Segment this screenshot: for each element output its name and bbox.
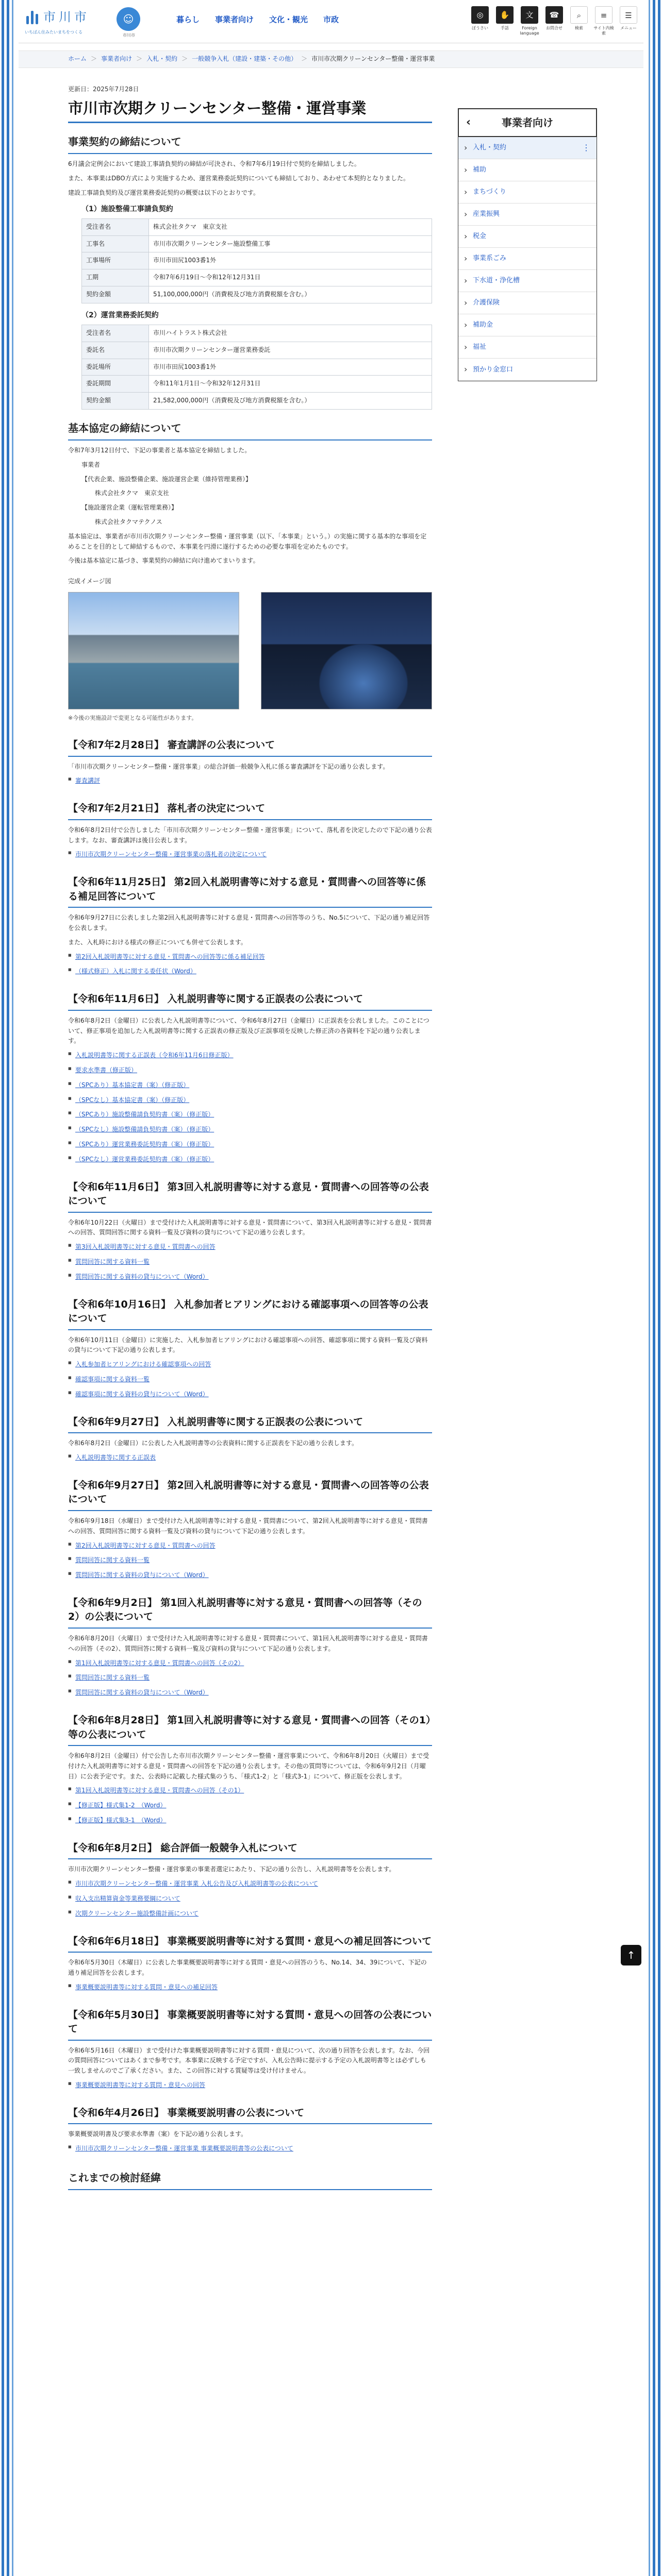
announcement-heading: 【令和6年6月18日】 事業概要説明書等に対する質問・意見への補足回答について [68,1931,432,1953]
paragraph: 令和6年8月2日（金曜日）に公表した入札説明書等について、令和6年8月27日（金曜日）に正誤表を公表しました。このことについて、修正事項を追加した入札説明書等に関する正誤表の修正版及び正誤事項を反映した修正済の各資料を下記の通り公表します。 [68,1016,429,1045]
link-list [68,1453,432,1463]
breadcrumb-separator-icon: ＞ [301,55,308,62]
sidebar-item[interactable]: › 税金 [458,226,597,248]
breadcrumb-separator-icon: ＞ [136,55,143,62]
link-list [68,1786,432,1825]
global-nav-item[interactable]: 暮らし [176,15,200,24]
mascot-caption: 市川市 [123,33,135,38]
list-item [68,1673,432,1683]
menu-icon: ☰ [620,6,637,24]
document-link[interactable]: （SPCあり）施設整備請負契約書（案）（修正版） [75,1111,214,1118]
table-cell: 21,582,000,000円（消費税及び地方消費税額を含む。） [149,393,432,410]
breadcrumb-item[interactable]: 一般競争入札（建設・建築・その他） [192,55,297,62]
link-list [68,1541,432,1581]
document-link[interactable]: 【修正版】様式集3-1 （Word） [75,1817,167,1824]
paragraph: 令和6年9月27日に公表しました第2回入札説明書等に対する意見・質問書への回答等のうち、No.5について、下記の通り補足回答を公表します。 [68,914,430,932]
list-item [68,1879,432,1889]
table-title: （2）運営業務委託契約 [81,311,159,319]
sitemap-icon: ≡ [595,6,613,24]
table-header-cell: 工期 [82,269,149,286]
document-link[interactable]: （SPCあり）運営業務委託契約書（案）（修正版） [75,1140,214,1148]
table-header-cell: 委託場所 [82,359,149,376]
table-cell: 株式会社タクマ 東京支社 [149,218,432,235]
document-link[interactable]: 入札参加者ヒアリングにおける確認事項への回答 [75,1361,211,1368]
sidebar-item[interactable]: › 福祉 [458,336,597,359]
table-row [82,252,432,269]
document-link[interactable]: 審査講評 [75,777,101,785]
table-row [82,359,432,376]
paragraph: 令和6年8月2日（金曜日）に公表した入札説明書等の公表資料に関する正誤表を下記の通り公表します。 [68,1439,358,1447]
document-link[interactable]: 入札説明書等に関する正誤表（令和6年11月6日修正版） [75,1052,234,1059]
util-phone-button[interactable] [543,6,565,37]
link-list [68,1050,432,1164]
util-menu-button[interactable] [618,6,639,37]
paragraph: 建設工事請負契約及び運営業務委託契約の概要は以下のとおりです。 [68,189,260,196]
paragraph: 令和6年8月2日付で公告しました「市川市次期クリーンセンター整備・運営事業」について、落札者を決定したので下記の通り公表します。なお、審査講評は後日公表します。 [68,826,432,844]
list-item [68,1909,432,1919]
list-item [68,1272,432,1282]
announcement-heading: 【令和6年4月26日】 事業概要説明書の公表について [68,2103,432,2125]
document-link[interactable]: （SPCなし）運営業務委託契約書（案）（修正版） [75,1155,214,1163]
foreign-icon: 文 [521,6,538,24]
global-nav-item[interactable]: 文化・観光 [269,15,308,24]
section-heading-contract: 事業契約の締結について [68,133,432,154]
paragraph: 基本協定は、事業者が市川市次期クリーンセンター整備・運営事業（以下、「本事業」という。）の実施に関する基本的な事項を定めることを目的として締結するもので、本事業を円滑に遂行するための必要な事項を定めたものです。 [68,532,427,550]
link-list [68,1658,432,1698]
announcement-heading: 【令和6年9月27日】 入札説明書等に関する正誤表の公表について [68,1412,432,1434]
table-row [82,286,432,303]
paragraph: 令和6年5月16日（木曜日）まで受付けた事業概要説明書等に対する質問・意見について、次の通り回答を公表します。なお、今回の質問回答についてはあくまで参考です。本事業に反映する予定ですが、入札公告時に提示する予定の入札説明書等とは必ずしも一致しませんのでご了承ください。また、この回答に対する質疑等は受け付けません。 [68,2046,430,2075]
global-nav [176,13,339,26]
document-link[interactable]: 次期クリーンセンター施設整備計画について [75,1909,199,1917]
operation-contract-table [81,325,432,410]
table-row [82,393,432,410]
breadcrumb-item[interactable]: 事業者向け [101,55,133,62]
announcement-heading: 【令和7年2月21日】 落札者の決定について [68,799,432,820]
table-header-cell: 契約金額 [82,393,149,410]
list-item [68,967,432,977]
document-link[interactable]: 【修正版】様式集1-2 （Word） [75,1802,167,1809]
sidebar-item[interactable]: › 預かり金窓口 [458,359,597,381]
table-cell: 51,100,000,000円（消費税及び地方消費税額を含む。） [149,286,432,303]
document-link[interactable]: （SPCなし）基本協定書（案）（修正版） [75,1096,190,1104]
table-row [82,218,432,235]
table-header-cell: 工事場所 [82,252,149,269]
link-list [68,1879,432,1919]
breadcrumb-item[interactable]: 入札・契約 [146,55,178,62]
table-header-cell: 工事名 [82,235,149,252]
document-link[interactable]: 第2回入札説明書等に対する意見・質問書への回答等に係る補足回答 [75,953,265,960]
link-list [68,952,432,977]
paragraph: また、本事業はDBO方式により実施するため、運営業務委託契約についても締結しており、あわせて本契約となりました。 [68,175,409,182]
util-label: Foreign language [520,26,539,36]
sidebar-item[interactable]: › 産業振興 [458,204,597,226]
paragraph: 事業概要説明書及び要求水準書（案）を下記の通り公表します。 [68,2130,247,2138]
sidebar-item[interactable]: › 事業系ごみ [458,248,597,270]
operator-line: 【代表企業、施設整備企業、施設運営企業（維持管理業務）】 [81,475,252,483]
logo-text: 市川市 [43,10,90,24]
global-nav-item[interactable]: 事業者向け [215,15,254,24]
announcement-heading: 【令和6年11月6日】 入札説明書等に関する正誤表の公表について [68,989,432,1011]
announcements [68,735,432,2154]
table-title: （1）施設整備工事請負契約 [81,205,173,213]
list-item [68,1140,432,1150]
document-link[interactable]: （SPCあり）基本協定書（案）（修正版） [75,1081,190,1089]
right-accent-stripe [649,0,650,2576]
list-item [68,952,432,962]
table-cell: 令和7年6月19日～令和12年12月31日 [149,269,432,286]
document-link[interactable]: 質問回答に関する資料の貸与について（Word） [75,1571,209,1579]
document-link[interactable]: 市川市次期クリーンセンター整備・運営事業 入札公告及び入札説明書等の公表について [75,1880,318,1888]
photo-caption: ※今後の実施設計で変更となる可能性があります。 [68,714,197,721]
announcement-heading: 【令和6年8月2日】 総合評価一般競争入札について [68,1838,432,1860]
breadcrumb-separator-icon: ＞ [181,55,188,62]
document-link[interactable]: 事業概要説明書等に対する質問・意見への回答 [75,2081,206,2089]
operator-line: 株式会社タクマ 東京支社 [95,489,170,497]
right-accent-stripe [653,0,655,2576]
photo-label: 完成イメージ図 [68,578,111,585]
document-link[interactable]: 質問回答に関する資料の貸与について（Word） [75,1689,209,1697]
sidebar-item[interactable]: › 入札・契約 ⋮ [458,137,597,159]
list-item [68,1541,432,1551]
construction-contract-table [81,218,432,303]
list-item [68,1125,432,1135]
link-list [68,776,432,786]
paragraph: 令和6年10月11日（金曜日）に実施した、入札参加者ヒアリングにおける確認事項への回答、確認事項に関する資料一覧及び資料の貸与について下記の通り公表します。 [68,1336,428,1354]
paragraph: 令和6年10月22日（火曜日）まで受付けた入札説明書等に対する意見・質問書について、第3回入札説明書等に対する意見・質問書への回答、質問回答に関する資料一覧及び資料の貸与について下記の通り公表します。 [68,1218,432,1236]
paragraph: 令和7年3月12日付で、下記の事業者と基本協定を締結しました。 [68,446,251,454]
document-link[interactable]: 確認事項に関する資料の貸与について（Word） [75,1390,209,1398]
sidebar-item[interactable]: › 補助金 [458,314,597,336]
sidebar-menu [458,137,597,381]
logo-tagline: いちばん住みたいまちをつくる [25,30,82,35]
link-list [68,1242,432,1282]
util-search-button[interactable] [568,6,590,37]
announcement-heading: 【令和6年10月16日】 入札参加者ヒアリングにおける確認事項への回答等の公表について [68,1295,432,1330]
operator-list [68,460,432,528]
utility-nav [469,6,639,37]
list-item [68,1801,432,1811]
document-link[interactable]: （SPCなし）施設整備請負契約書（案）（修正版） [75,1126,214,1133]
document-link[interactable]: 収入支出精算資金等業務要綱について [75,1894,180,1902]
section-heading-history: これまでの検討経緯 [68,2170,432,2190]
table-cell: 市川市次期クリーンセンター運営業務委託 [149,342,432,359]
list-item [68,1257,432,1267]
util-sitemap-button[interactable] [593,6,615,37]
document-link[interactable]: 第3回入札説明書等に対する意見・質問書への回答 [75,1243,216,1251]
util-label: メニュー [620,26,637,30]
list-item [68,1375,432,1385]
util-foreign-button[interactable] [519,6,540,37]
table-row [82,269,432,286]
operator-line: 株式会社タクマテクノス [95,518,162,526]
table-row [82,376,432,393]
paragraph: 令和6年9月18日（水曜日）まで受付けた入札説明書等に対する意見・質問書について、第2回入札説明書等に対する意見・質問書への回答、質問回答に関する資料一覧及び資料の貸与について下記の通り公表します。 [68,1517,428,1535]
completion-image-night [261,592,432,709]
table-header-cell: 委託名 [82,342,149,359]
sidebar-title: 事業者向け [502,116,553,129]
list-item [68,1786,432,1796]
phone-icon: ☎ [545,6,563,24]
document-link[interactable]: 入札説明書等に関する正誤表 [75,1454,156,1462]
section-heading-basic: 基本協定の締結について [68,420,432,440]
breadcrumb-item: 市川市次期クリーンセンター整備・運営事業 [311,55,435,62]
announcement-heading: 【令和6年9月27日】 第2回入札説明書等に対する意見・質問書への回答等の公表について [68,1476,432,1511]
document-link[interactable]: 要求水準書（修正版） [75,1066,138,1074]
list-item [68,1658,432,1669]
document-link[interactable]: 第1回入札説明書等に対する意見・質問書への回答（その2） [75,1659,244,1667]
sidebar-header[interactable] [458,108,597,137]
sidebar-item[interactable]: › 下水道・浄化槽 [458,270,597,292]
list-item [68,1894,432,1904]
global-nav-item[interactable]: 市政 [323,15,339,24]
sign-icon: ◎ [471,6,489,24]
document-link[interactable]: 第2回入札説明書等に対する意見・質問書への回答 [75,1541,216,1549]
list-item [68,1982,432,1993]
announcement-heading: 【令和6年5月30日】 事業概要説明書等に対する質問・意見への回答の公表について [68,2005,432,2041]
updated-date: 更新日：2025年7月28日 [68,86,139,93]
link-list [68,2144,432,2154]
list-item [68,1688,432,1698]
table-cell: 市川市田尻1003番1外 [149,252,432,269]
list-item [68,1453,432,1463]
paragraph: 令和6年5月30日（木曜日）に公表した事業概要説明書等に対する質問・意見への回答のうち、No.14、34、39について、下記の通り補足回答を公表します。 [68,1959,427,1976]
chevron-left-icon: ‹ [466,115,471,129]
sidebar-item[interactable]: › 補助 [458,159,597,181]
left-accent-stripe [2,0,4,2576]
page-title: 市川市次期クリーンセンター整備・運営事業 [68,98,432,124]
list-item [68,1389,432,1400]
search-icon: ⌕ [570,6,588,24]
util-hand-button[interactable] [494,6,516,37]
util-label: サイト内検索 [593,26,614,36]
list-item [68,1065,432,1076]
site-logo[interactable] [25,7,90,35]
document-link[interactable]: 第1回入札説明書等に対する意見・質問書への回答（その1） [75,1787,244,1794]
document-link[interactable]: 質問回答に関する資料の貸与について（Word） [75,1273,209,1280]
breadcrumb [19,50,643,68]
list-item [68,2080,432,2091]
document-link[interactable]: 確認事項に関する資料一覧 [75,1376,150,1383]
table-row [82,325,432,342]
list-item [68,1242,432,1252]
announcement-heading: 【令和6年8月28日】 第1回入札説明書等に対する意見・質問書への回答（その1）等の公表について [68,1710,432,1746]
paragraph: 令和6年8月20日（火曜日）まで受付けた入札説明書等に対する意見・質問書について、第1回入札説明書等に対する意見・質問書への回答（その2）、質問回答に関する資料一覧及び資料の貸与について下記の通り公表します。 [68,1634,428,1652]
mascot-icon[interactable]: ☺ [117,7,140,31]
table-cell: 市川ハイトラスト株式会社 [149,325,432,342]
sidebar-item[interactable]: › 介護保険 [458,292,597,314]
paragraph: また、入札時における様式の修正についても併せて公表します。 [68,938,247,946]
city-mark-icon [25,10,40,25]
back-to-top-button[interactable]: ↑ [621,1945,641,1965]
list-item [68,1080,432,1091]
util-label: 検索 [575,26,583,30]
sidebar [458,108,597,381]
list-item [68,850,432,860]
completion-images [68,592,432,709]
link-list [68,1982,432,1993]
left-accent-stripe [12,0,13,2576]
right-accent-stripe [658,0,660,2576]
document-link[interactable]: 市川市次期クリーンセンター整備・運営事業 事業概要説明書等の公表について [75,2145,293,2153]
link-list [68,850,432,860]
document-link[interactable]: （様式修正）入札に関する委任状（Word） [75,968,196,975]
table-cell: 令和11年1月1日～令和32年12月31日 [149,376,432,393]
operator-line: 【施設運営企業（運転管理業務）】 [81,504,178,512]
paragraph: 令和6年8月2日（金曜日）付で公告した市川市次期クリーンセンター整備・運営事業について、令和6年8月20日（火曜日）まで受付けた入札説明書等に対する意見・質問書への回答を下記の通り公表します。その他の質問等については、令和6年9月2日（月曜日）に公表予定です。また、公表時に記載した様式集のうち、「様式1-2」と「様式3-1」について、修正版を公表します。 [68,1752,429,1780]
list-item [68,1360,432,1370]
table-row [82,235,432,252]
list-item [68,2144,432,2154]
list-item [68,1095,432,1106]
breadcrumb-item[interactable]: ホーム [68,55,87,62]
document-link[interactable]: 質問回答に関する資料一覧 [75,1258,150,1265]
link-list [68,2080,432,2091]
main-content [68,84,432,2195]
list-item [68,1570,432,1581]
hand-icon: ✋ [496,6,514,24]
site-header [19,0,643,43]
left-accent-stripe [7,0,9,2576]
document-link[interactable]: 市川市次期クリーンセンター整備・運営事業の落札者の決定について [75,851,267,858]
list-item [68,1816,432,1826]
paragraph: 市川市次期クリーンセンター整備・運営事業の事業者選定にあたり、下記の通り公告し、入札説明書等を公表します。 [68,1866,395,1873]
table-cell: 市川市次期クリーンセンター施設整備工事 [149,235,432,252]
list-item [68,1110,432,1120]
table-header-cell: 受注者名 [82,325,149,342]
paragraph: 今後は基本協定に基づき、事業契約の締結に向け進めてまいります。 [68,557,259,565]
document-link[interactable]: 質問回答に関する資料一覧 [75,1556,150,1564]
table-row [82,342,432,359]
util-sign-button[interactable] [469,6,491,37]
util-label: 手話 [501,26,509,30]
table-header-cell: 委託期間 [82,376,149,393]
announcement-heading: 【令和6年9月2日】 第1回入札説明書等に対する意見・質問書への回答等（その2）の公表について [68,1593,432,1629]
table-cell: 市川市田尻1003番1外 [149,359,432,376]
breadcrumb-separator-icon: ＞ [91,55,97,62]
sidebar-item[interactable]: › まちづくり [458,181,597,204]
list-item [68,1050,432,1061]
document-link[interactable]: 質問回答に関する資料一覧 [75,1674,150,1682]
list-item [68,1555,432,1566]
operator-line: 事業者 [81,461,101,468]
announcement-heading: 【令和7年2月28日】 審査講評の公表について [68,735,432,757]
paragraph: 6月議会定例会において建設工事請負契約の締結が可決され、令和7年6月19日付で契約を締結しました。 [68,160,360,168]
list-item [68,1155,432,1165]
completion-image-day [68,592,239,709]
util-label: ぼうさい [472,26,488,30]
document-link[interactable]: 事業概要説明書等に対する質問・意見への補足回答 [75,1983,218,1991]
announcement-heading: 【令和6年11月25日】 第2回入札説明書等に対する意見・質問書への回答等に係る補足回答について [68,872,432,908]
link-list [68,1360,432,1399]
announcement-heading: 【令和6年11月6日】 第3回入札説明書等に対する意見・質問書への回答等の公表について [68,1177,432,1213]
util-label: お問合せ [546,26,562,30]
table-header-cell: 契約金額 [82,286,149,303]
table-header-cell: 受注者名 [82,218,149,235]
paragraph: 「市川市次期クリーンセンター整備・運営事業」の総合評価一般競争入札に係る審査講評を下記の通り公表します。 [68,762,389,770]
list-item [68,776,432,786]
